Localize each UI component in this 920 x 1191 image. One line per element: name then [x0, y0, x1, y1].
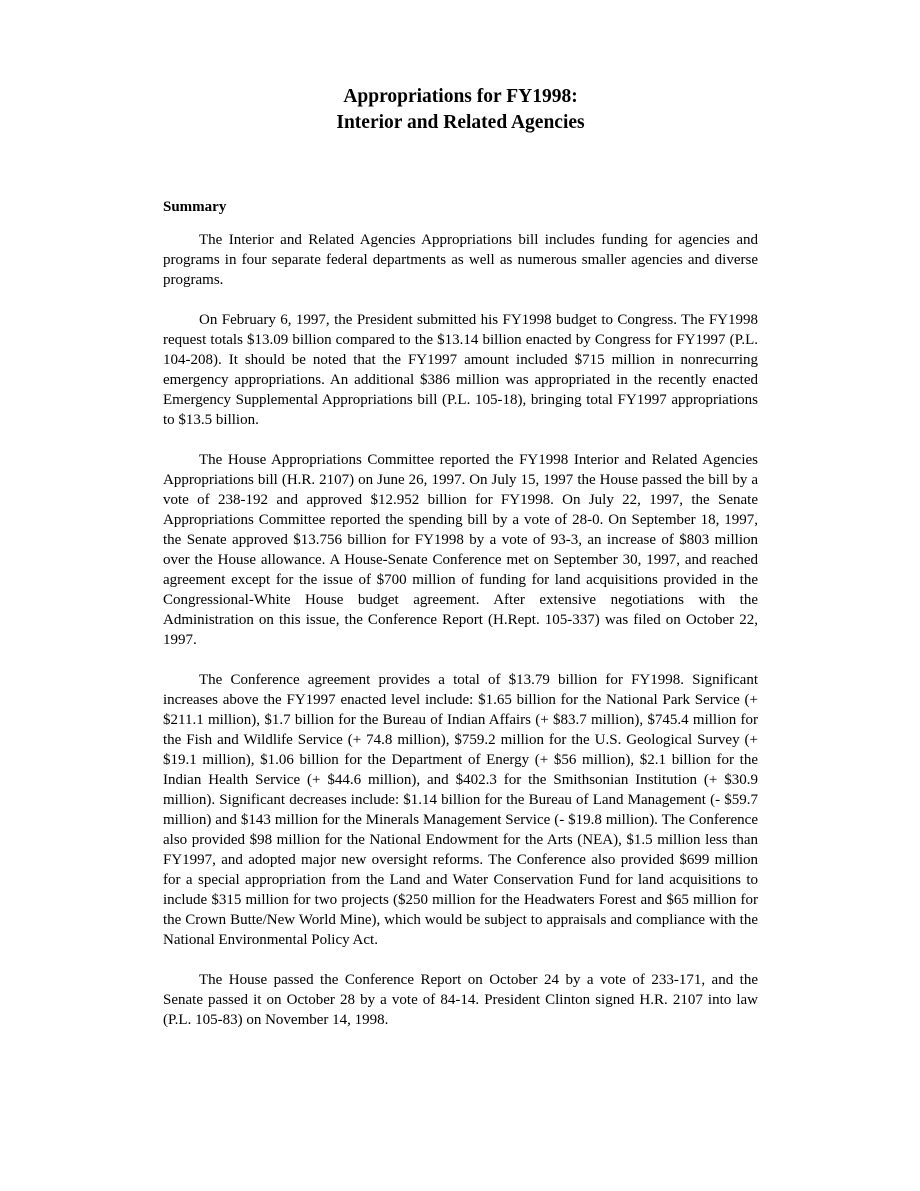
title-line-1: Appropriations for FY1998:: [343, 86, 578, 107]
document-page: [163, 84, 758, 1030]
page-title: [163, 84, 758, 136]
paragraph-3: The House Appropriations Committee reported the FY1998 Interior and Related Agencies Appropriations bill (H.R. 2107) on June 26, 1997. On July 15, 1997 the House passed the bill by a vote of 238-192 and approved $12.952 billion for FY1998. On July 22, 1997, the Senate Appropriations Committee reported the spending bill by a vote of 28-0. On September 18, 1997, the Senate approved $13.756 billion for FY1998 by a vote of 93-3, an increase of $803 million over the House allowance. A House-Senate Conference met on September 30, 1997, and reached agreement except for the issue of $700 million of funding for land acquisitions provided in the Congressional-White House budget agreement. After extensive negotiations with the Administration on this issue, the Conference Report (H.Rept. 105-337) was filed on October 22, 1997.: [163, 452, 758, 648]
section-heading-summary: Summary: [163, 199, 227, 215]
paragraph-5: The House passed the Conference Report on October 24 by a vote of 233-171, and the Senate passed it on October 28 by a vote of 84-14. President Clinton signed H.R. 2107 into law (P.L. 105-83) on November 14, 1998.: [163, 972, 758, 1028]
paragraph-2: On February 6, 1997, the President submitted his FY1998 budget to Congress. The FY1998 request totals $13.09 billion compared to the $13.14 billion enacted by Congress for FY1997 (P.L. 104-208). It should be noted that the FY1997 amount included $715 million in nonrecurring emergency appropriations. An additional $386 million was appropriated in the recently enacted Emergency Supplemental Appropriations bill (P.L. 105-18), bringing total FY1997 appropriations to $13.5 billion.: [163, 312, 758, 428]
paragraph-1: The Interior and Related Agencies Appropriations bill includes funding for agencies and programs in four separate federal departments as well as numerous smaller agencies and diverse programs.: [163, 232, 758, 288]
paragraph-4: The Conference agreement provides a total of $13.79 billion for FY1998. Significant increases above the FY1997 enacted level include: $1.65 billion for the National Park Service (+ $211.1 million), $1.7 billion for the Bureau of Indian Affairs (+ $83.7 million), $745.4 million for the Fish and Wildlife Service (+ 74.8 million), $759.2 million for the U.S. Geological Survey (+ $19.1 million), $1.06 billion for the Department of Energy (+ $56 million), $2.1 billion for the Indian Health Service (+ $44.6 million), and $402.3 for the Smithsonian Institution (+ $30.9 million). Significant decreases include: $1.14 billion for the Bureau of Land Management (- $59.7 million) and $143 million for the Minerals Management Service (- $19.8 million). The Conference also provided $98 million for the National Endowment for the Arts (NEA), $1.5 million less than FY1997, and adopted major new oversight reforms. The Conference also provided $699 million for a special appropriation from the Land and Water Conservation Fund for land acquisitions to include $315 million for two projects ($250 million for the Headwaters Forest and $65 million for the Crown Butte/New World Mine), which would be subject to appraisals and compliance with the National Environmental Policy Act.: [163, 672, 758, 948]
title-line-2: Interior and Related Agencies: [336, 112, 585, 133]
